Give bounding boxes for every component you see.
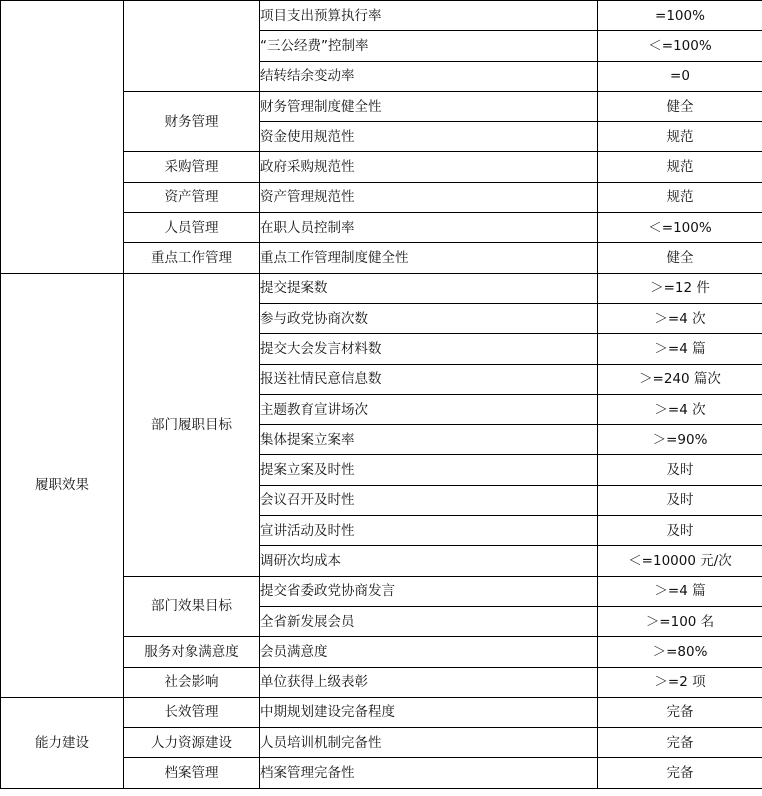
subcategory-cell: 服务对象满意度 <box>124 637 260 667</box>
indicator-name: “三公经费”控制率 <box>260 31 598 61</box>
indicator-value: ＞=4 篇 <box>598 334 762 364</box>
indicator-value: 完备 <box>598 728 762 758</box>
indicator-value: ＞=4 次 <box>598 303 762 333</box>
indicator-name: 政府采购规范性 <box>260 152 598 182</box>
indicator-value: 规范 <box>598 122 762 152</box>
indicator-value: ＞=12 件 <box>598 273 762 303</box>
category-cell: 能力建设 <box>1 697 124 788</box>
indicator-value: 完备 <box>598 697 762 727</box>
indicator-name: 项目支出预算执行率 <box>260 1 598 31</box>
indicator-name: 单位获得上级表彰 <box>260 667 598 697</box>
subcategory-cell: 档案管理 <box>124 758 260 788</box>
indicator-name: 提案立案及时性 <box>260 455 598 485</box>
indicator-value: 规范 <box>598 182 762 212</box>
indicator-value: 健全 <box>598 91 762 121</box>
indicator-value: =0 <box>598 61 762 91</box>
indicator-name: 提交省委政党协商发言 <box>260 576 598 606</box>
indicator-name: 资产管理规范性 <box>260 182 598 212</box>
category-cell <box>1 1 124 274</box>
indicator-value: ＞=100 名 <box>598 606 762 636</box>
subcategory-cell: 部门效果目标 <box>124 576 260 637</box>
indicator-name: 宣讲活动及时性 <box>260 516 598 546</box>
indicator-value: ＞=2 项 <box>598 667 762 697</box>
indicator-value: ＜=100% <box>598 213 762 243</box>
indicator-name: 结转结余变动率 <box>260 61 598 91</box>
indicator-value: 及时 <box>598 485 762 515</box>
subcategory-cell: 人员管理 <box>124 213 260 243</box>
subcategory-cell: 财务管理 <box>124 91 260 152</box>
indicator-value: 健全 <box>598 243 762 273</box>
indicator-name: 重点工作管理制度健全性 <box>260 243 598 273</box>
indicator-name: 集体提案立案率 <box>260 425 598 455</box>
indicator-value: ＞=80% <box>598 637 762 667</box>
indicator-name: 会议召开及时性 <box>260 485 598 515</box>
indicator-name: 资金使用规范性 <box>260 122 598 152</box>
indicator-name: 档案管理完备性 <box>260 758 598 788</box>
indicator-value: ＜=100% <box>598 31 762 61</box>
indicator-name: 参与政党协商次数 <box>260 303 598 333</box>
subcategory-cell <box>124 1 260 92</box>
indicator-name: 调研次均成本 <box>260 546 598 576</box>
indicator-name: 提交大会发言材料数 <box>260 334 598 364</box>
indicator-name: 在职人员控制率 <box>260 213 598 243</box>
indicator-name: 提交提案数 <box>260 273 598 303</box>
subcategory-cell: 采购管理 <box>124 152 260 182</box>
indicator-value: 规范 <box>598 152 762 182</box>
table-row <box>1 1 762 31</box>
subcategory-cell: 社会影响 <box>124 667 260 697</box>
table-row <box>1 697 762 727</box>
indicator-value: ＞=4 篇 <box>598 576 762 606</box>
indicator-value: 及时 <box>598 516 762 546</box>
indicator-value: 及时 <box>598 455 762 485</box>
indicator-value: ＞=4 次 <box>598 394 762 424</box>
category-cell: 履职效果 <box>1 273 124 697</box>
indicator-name: 全省新发展会员 <box>260 606 598 636</box>
indicator-value: ＜=10000 元/次 <box>598 546 762 576</box>
subcategory-cell: 部门履职目标 <box>124 273 260 576</box>
indicator-name: 中期规划建设完备程度 <box>260 697 598 727</box>
indicator-name: 财务管理制度健全性 <box>260 91 598 121</box>
indicator-value: ＞=240 篇次 <box>598 364 762 394</box>
subcategory-cell: 人力资源建设 <box>124 728 260 758</box>
indicator-value: ＞=90% <box>598 425 762 455</box>
indicator-name: 人员培训机制完备性 <box>260 728 598 758</box>
indicator-name: 主题教育宣讲场次 <box>260 394 598 424</box>
subcategory-cell: 长效管理 <box>124 697 260 727</box>
indicator-name: 报送社情民意信息数 <box>260 364 598 394</box>
subcategory-cell: 重点工作管理 <box>124 243 260 273</box>
indicator-value: =100% <box>598 1 762 31</box>
indicator-value: 完备 <box>598 758 762 788</box>
table-row <box>1 273 762 303</box>
subcategory-cell: 资产管理 <box>124 182 260 212</box>
indicator-name: 会员满意度 <box>260 637 598 667</box>
